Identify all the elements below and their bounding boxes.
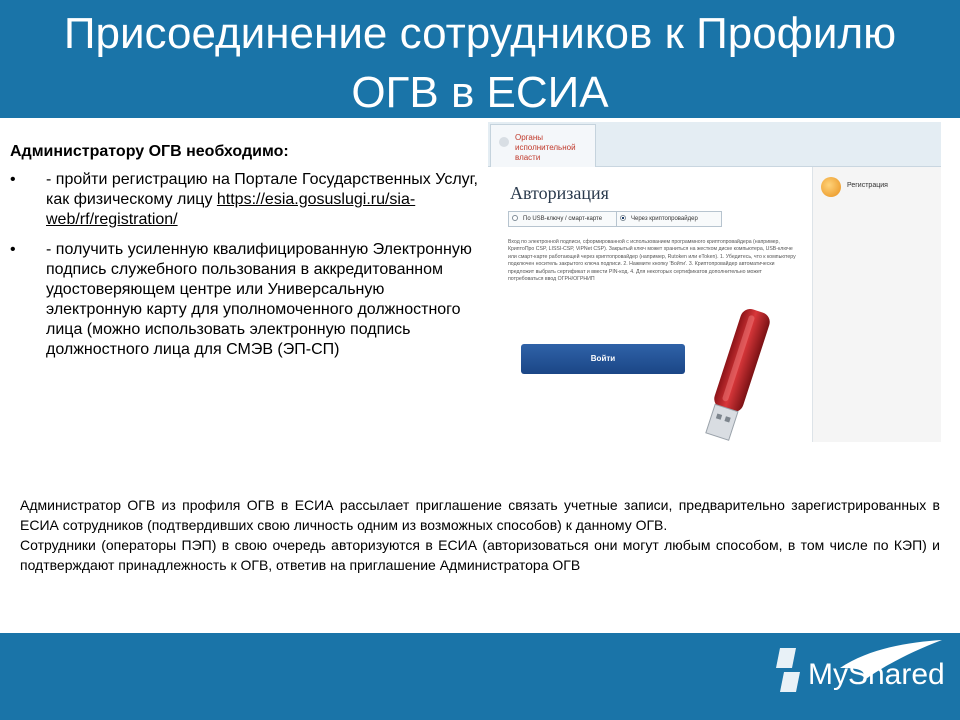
register-label: Регистрация [847,182,888,189]
radio-selected-icon [620,215,626,221]
screenshot-tab-bar [488,122,941,167]
intro-block [10,142,480,370]
registration-link[interactable]: https://esia.gosuslugi.ru/sia-web/rf/registration/ [46,191,416,228]
register-link[interactable] [821,173,936,201]
registration-icon [821,177,841,197]
bullet-text: - получить усиленную квалифицированную Электронную подпись служебного пользования в аккредитованном удостоверяющем центре или Универсальную электронную карту для уполномоченного должностного лица (можно использовать электронную подпись должностного лица для СМЭВ (ЭП-СП) [46,241,472,358]
paragraph: Сотрудники (операторы ПЭП) в свою очередь авторизуются в ЕСИА (авторизоваться они могут любым способом, в том числе по КЭП) и подтверждают принадлежность к ОГВ, ответив на приглашение Администратора ОГВ [20,537,940,573]
list-item [10,240,480,360]
auth-heading: Авторизация [510,183,609,203]
intro-heading: Администратору ОГВ необходимо: [10,143,289,160]
radio-icon [512,215,518,221]
list-item [10,170,480,230]
requirements-list [10,170,480,360]
screenshot-sidebar [812,167,941,442]
tab-label: Органы исполнительной власти [515,133,576,162]
usb-token-icon [678,306,798,446]
option-usb-key[interactable] [508,211,624,227]
tab-icon [499,137,509,147]
description-text [20,495,940,575]
paragraph: Администратор ОГВ из профиля ОГВ в ЕСИА рассылает приглашение связать учетные записи, предварительно зарегистрированных в ЕСИА сотрудников (подтвердивших свою личность одним из возможных способов) к данному ОГВ. [20,497,940,533]
bullet-marker: • [10,171,16,188]
option-label: По USB-ключу / смарт-карте [523,216,603,222]
tab-executive-authorities[interactable] [490,124,596,167]
slide-title: Присоединение сотрудников к Профилю ОГВ в ЕСИА [63,9,897,117]
bullet-text: - пройти регистрацию на Портале Государственных Услуг, как физическому лицу [46,171,478,208]
auth-instructions: Вход по электронной подписи, сформированной с использованием программного криптопровайдера (например, КриптоПро CSP, LISSI-CSP, ViPNet CSP). Закрытый ключ может храниться на жестком диске компьютера, USB-ключе или смарт-карте работающей через криптопровайдер (например, Rutoken или eToken). 1. Убедитесь, что к компьютеру подключен носитель закрытого ключа подписи. 2. Нажмите кнопку 'Войти'. 3. Криптопровайдер автоматически предложит выбрать сертификат и ввести PIN-код. 4. Для некоторых сертификатов дополнительно может потребоваться ввод ОГРН/ОГРНИП [508,239,796,283]
title-bar [0,0,960,118]
logo-text: MyShared [808,658,945,691]
option-label: Через криптопровайдер [631,216,698,222]
bullet-marker: • [10,241,16,258]
option-crypto-provider[interactable] [616,211,722,227]
login-button[interactable]: Войти [521,344,685,374]
